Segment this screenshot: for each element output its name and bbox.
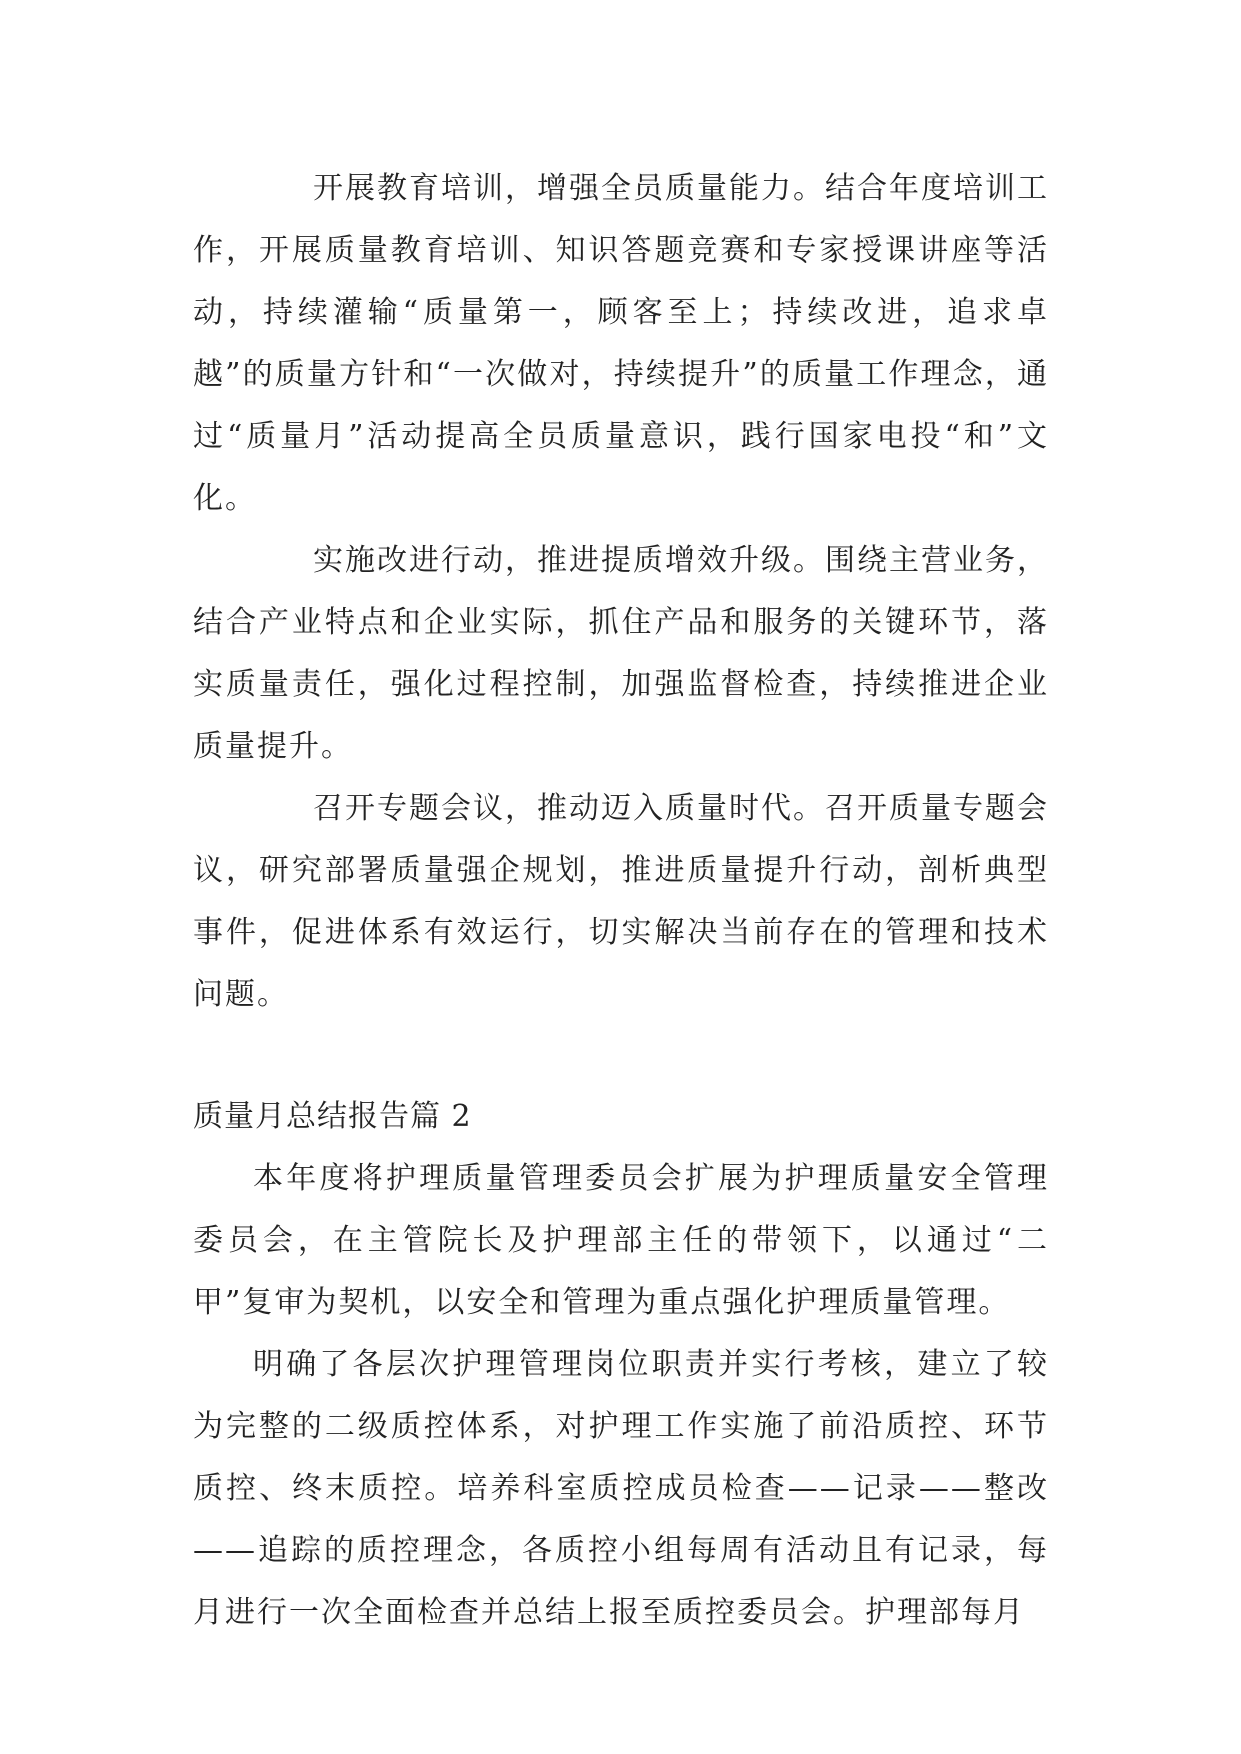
document-body [193, 158, 1049, 1644]
paragraph-quality-control-system: 明确了各层次护理管理岗位职责并实行考核，建立了较为完整的二级质控体系，对护理工作实施了前沿质控、环节质控、终末质控。培养科室质控成员检查——记录——整改——追踪的质控理念，各质控小组每周有活动且有记录，每月进行一次全面检查并总结上报至质控委员会。护理部每月 [193, 1347, 1049, 1630]
paragraph-education-training: 开展教育培训，增强全员质量能力。结合年度培训工作，开展质量教育培训、知识答题竞赛和专家授课讲座等活动，持续灌输“质量第一，顾客至上；持续改进，追求卓越”的质量方针和“一次做对，持续提升”的质量工作理念，通过“质量月”活动提高全员质量意识，践行国家电投“和”文化。 [193, 171, 1049, 516]
paragraph-improvement-action: 实施改进行动，推进提质增效升级。围绕主营业务，结合产业特点和企业实际，抓住产品和服务的关键环节，落实质量责任，强化过程控制，加强监督检查，持续推进企业质量提升。 [193, 543, 1049, 764]
paragraph-nursing-committee: 本年度将护理质量管理委员会扩展为护理质量安全管理委员会，在主管院长及护理部主任的带领下，以通过“二甲”复审为契机，以安全和管理为重点强化护理质量管理。 [193, 1161, 1049, 1320]
paragraph-special-meeting: 召开专题会议，推动迈入质量时代。召开质量专题会议，研究部署质量强企规划，推进质量提升行动，剖析典型事件，促进体系有效运行，切实解决当前存在的管理和技术问题。 [193, 791, 1049, 1012]
section-heading: 质量月总结报告篇 2 [193, 1099, 472, 1134]
